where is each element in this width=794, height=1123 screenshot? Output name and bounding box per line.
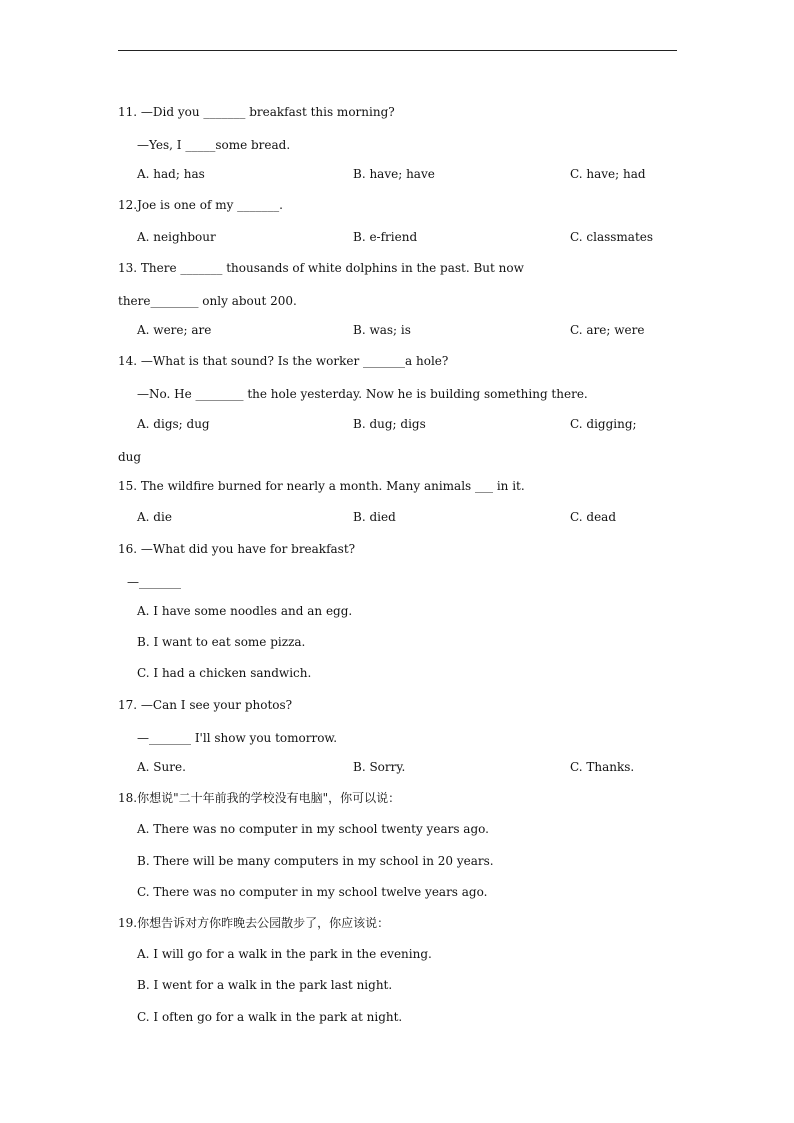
question-15-option-b[interactable]: B. died [353, 510, 396, 524]
question-18-option-a[interactable]: A. There was no computer in my school twenty years ago. [137, 822, 489, 836]
question-11-option-b[interactable]: B. have; have [353, 167, 435, 181]
header-rule [118, 50, 677, 51]
question-14-option-b[interactable]: B. dug; digs [353, 417, 426, 431]
question-13-option-c[interactable]: C. are; were [570, 323, 645, 337]
question-18-stem: 18.你想说"二十年前我的学校没有电脑"，你可以说： [118, 791, 401, 805]
question-16-option-a[interactable]: A. I have some noodles and an egg. [137, 604, 353, 618]
question-16-option-c[interactable]: C. I had a chicken sandwich. [137, 666, 312, 680]
question-14-option-c-wrap: dug [118, 450, 142, 464]
question-17-reply: —_______ I'll show you tomorrow. [137, 731, 338, 745]
question-19-option-a[interactable]: A. I will go for a walk in the park in the evening. [137, 947, 432, 961]
question-16-option-b[interactable]: B. I want to eat some pizza. [137, 635, 306, 649]
question-11-reply: —Yes, I _____some bread. [137, 138, 291, 152]
question-18-option-c[interactable]: C. There was no computer in my school twelve years ago. [137, 885, 488, 899]
question-17-stem: 17. —Can I see your photos? [118, 698, 293, 712]
question-16-reply: —_______ [127, 575, 181, 589]
question-19-option-c[interactable]: C. I often go for a walk in the park at night. [137, 1010, 403, 1024]
question-15-stem: 15. The wildfire burned for nearly a month. Many animals ___ in it. [118, 479, 525, 493]
question-14-reply: —No. He ________ the hole yesterday. Now he is building something there. [137, 387, 588, 401]
question-12-option-a[interactable]: A. neighbour [137, 230, 216, 244]
question-11-option-c[interactable]: C. have; had [570, 167, 646, 181]
question-12-option-c[interactable]: C. classmates [570, 230, 654, 244]
question-11-stem: 11. —Did you _______ breakfast this morning? [118, 105, 395, 119]
question-14-option-a[interactable]: A. digs; dug [137, 417, 210, 431]
question-12-option-b[interactable]: B. e-friend [353, 230, 418, 244]
question-18-option-b[interactable]: B. There will be many computers in my school in 20 years. [137, 854, 494, 868]
question-13-stem: 13. There _______ thousands of white dolphins in the past. But now [118, 261, 524, 275]
question-13-stem-continued: there________ only about 200. [118, 294, 297, 308]
question-13-option-a[interactable]: A. were; are [137, 323, 212, 337]
question-19-stem: 19.你想告诉对方你昨晚去公园散步了，你应该说： [118, 916, 390, 930]
question-13-option-b[interactable]: B. was; is [353, 323, 411, 337]
question-14-stem: 14. —What is that sound? Is the worker _______a hole? [118, 354, 449, 368]
question-12-stem: 12.Joe is one of my _______. [118, 198, 283, 212]
question-17-option-b[interactable]: B. Sorry. [353, 760, 406, 774]
question-17-option-a[interactable]: A. Sure. [137, 760, 186, 774]
question-15-option-a[interactable]: A. die [137, 510, 172, 524]
question-15-option-c[interactable]: C. dead [570, 510, 617, 524]
question-17-option-c[interactable]: C. Thanks. [570, 760, 635, 774]
question-14-option-c[interactable]: C. digging; [570, 417, 637, 431]
question-11-option-a[interactable]: A. had; has [137, 167, 205, 181]
question-19-option-b[interactable]: B. I went for a walk in the park last night. [137, 978, 393, 992]
question-16-stem: 16. —What did you have for breakfast? [118, 542, 356, 556]
